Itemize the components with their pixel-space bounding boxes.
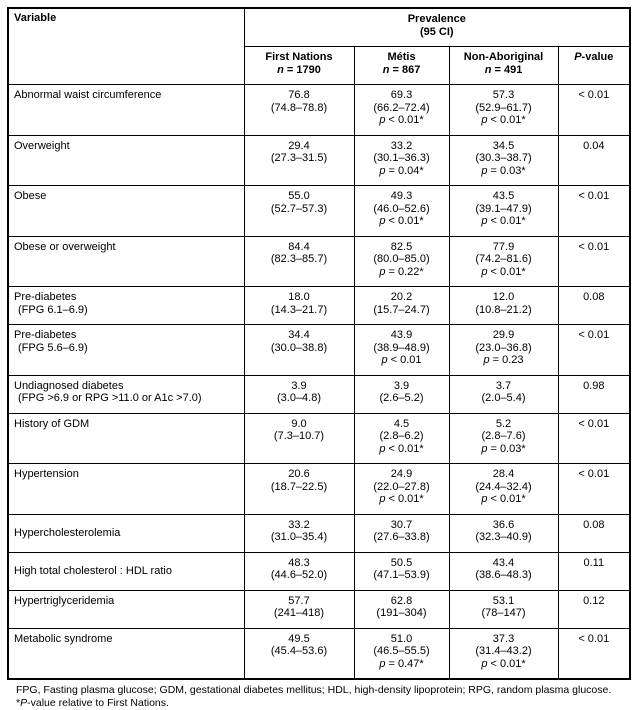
prevalence-cell: [244, 514, 354, 552]
row-p-value-cell: < 0.01: [558, 236, 630, 287]
row-p-value-cell: 0.12: [558, 590, 630, 628]
cell-p-value: p < 0.01*: [379, 442, 424, 455]
confidence-interval: (46.0–52.6): [373, 202, 430, 215]
group-n: n = 1790: [277, 64, 321, 76]
prevalence-cell: [449, 85, 558, 136]
prevalence-value: 3.7: [495, 379, 512, 392]
table-row: [8, 514, 630, 552]
confidence-interval: (30.0–38.8): [270, 341, 328, 354]
column-header-metis: [354, 47, 449, 85]
prevalence-cell: [449, 552, 558, 590]
confidence-interval: (10.8–21.2): [475, 303, 532, 316]
prevalence-cell: [449, 628, 558, 679]
prevalence-value: 49.5: [288, 632, 310, 645]
prevalence-value: 57.7: [288, 594, 310, 607]
prevalence-value: 76.8: [288, 89, 310, 101]
cell-p-value: p = 0.04*: [379, 164, 424, 177]
confidence-interval: (22.0–27.8): [373, 480, 430, 493]
prevalence-value: 49.3: [390, 190, 413, 202]
row-p-value-cell: < 0.01: [558, 186, 630, 237]
confidence-interval: (18.7–22.5): [270, 480, 328, 493]
variable-label: Hypertriglyceridemia: [14, 594, 115, 607]
prevalence-value: 51.0: [390, 632, 413, 645]
confidence-interval: (38.6–48.3): [475, 569, 532, 581]
confidence-interval: (66.2–72.4): [373, 101, 430, 114]
confidence-interval: (7.3–10.7): [273, 430, 325, 442]
prevalence-cell: [449, 514, 558, 552]
table-row: [8, 375, 630, 413]
table-row: [8, 590, 630, 628]
cell-p-value: p < 0.01*: [481, 657, 526, 670]
prevalence-cell: [354, 464, 449, 515]
row-p-value-cell: < 0.01: [558, 464, 630, 515]
prevalence-cell: [244, 325, 354, 376]
prevalence-cell: [354, 135, 449, 186]
row-p-value-cell: < 0.01: [558, 413, 630, 464]
group-n: n = 867: [382, 64, 421, 76]
row-p-value-cell: 0.08: [558, 514, 630, 552]
prevalence-cell: [354, 236, 449, 287]
table-row: [8, 135, 630, 186]
confidence-interval: (46.5–55.5): [373, 645, 430, 657]
table-body: [8, 85, 630, 680]
confidence-interval: (23.0–36.8): [475, 341, 532, 354]
confidence-interval: (31.0–35.4): [270, 531, 328, 543]
cell-p-value: p < 0.01*: [379, 114, 424, 126]
confidence-interval: (38.9–48.9): [373, 341, 430, 354]
variable-cell: [8, 325, 244, 376]
table-header: [8, 8, 630, 85]
prevalence-cell: [449, 135, 558, 186]
row-p-value-cell: < 0.01: [558, 325, 630, 376]
group-n: n = 491: [484, 64, 523, 76]
variable-cell: [8, 85, 244, 136]
prevalence-cell: [244, 186, 354, 237]
variable-label: Hypercholesterolemia: [14, 526, 121, 539]
prevalence-cell: [244, 135, 354, 186]
row-p-value-cell: 0.08: [558, 287, 630, 325]
variable-cell: [8, 552, 244, 590]
row-p-value-cell: 0.04: [558, 135, 630, 186]
prevalence-value: 29.4: [288, 139, 310, 152]
prevalence-cell: [449, 287, 558, 325]
variable-cell: [8, 413, 244, 464]
confidence-interval: (30.1–36.3): [373, 152, 430, 164]
prevalence-cell: [244, 375, 354, 413]
table-row: [8, 325, 630, 376]
variable-cell: [8, 590, 244, 628]
prevalence-value: 34.4: [288, 329, 310, 341]
variable-cell: [8, 236, 244, 287]
prevalence-value: 28.4: [492, 468, 515, 480]
table-row: [8, 628, 630, 679]
cell-p-value: p = 0.47*: [379, 657, 424, 670]
confidence-interval: (2.8–6.2): [379, 430, 424, 442]
row-p-value-cell: < 0.01: [558, 85, 630, 136]
prevalence-value: 4.5: [393, 417, 410, 430]
footnote-pvalue-note: *P-value relative to First Nations.: [16, 697, 169, 709]
variable-label: Obese or overweight: [14, 240, 116, 253]
confidence-interval: (31.4–43.2): [475, 645, 532, 657]
confidence-interval: (15.7–24.7): [373, 303, 430, 316]
prevalence-cell: [244, 236, 354, 287]
prevalence-value: 84.4: [288, 240, 310, 253]
row-p-value-cell: < 0.01: [558, 628, 630, 679]
table-row: [8, 413, 630, 464]
prevalence-value: 50.5: [390, 556, 413, 569]
prevalence-cell: [354, 186, 449, 237]
cell-p-value: p < 0.01*: [481, 493, 526, 505]
header-row-1: [8, 8, 630, 47]
prevalence-cell: [449, 464, 558, 515]
prevalence-cell: [354, 590, 449, 628]
prevalence-value: 3.9: [393, 379, 410, 392]
prevalence-value: 53.1: [492, 594, 515, 607]
prevalence-cell: [449, 375, 558, 413]
prevalence-value: 48.3: [288, 556, 310, 569]
prevalence-cell: [354, 514, 449, 552]
column-header-first-nations: [244, 47, 354, 85]
prevalence-cell: [354, 325, 449, 376]
column-header-prevalence: [244, 8, 630, 47]
cell-p-value: p = 0.22*: [379, 265, 424, 278]
variable-label: Undiagnosed diabetes: [14, 379, 124, 392]
variable-label: Overweight: [14, 139, 70, 152]
prevalence-value: 33.2: [288, 518, 310, 531]
prevalence-value: 20.2: [390, 291, 413, 303]
prevalence-value: 3.9: [291, 379, 307, 392]
variable-cell: [8, 186, 244, 237]
group-name: Métis: [387, 51, 416, 63]
confidence-interval: (80.0–85.0): [373, 253, 430, 265]
confidence-interval: (3.0–4.8): [276, 392, 322, 404]
prevalence-value: 30.7: [390, 518, 413, 531]
cell-p-value: p = 0.23: [483, 354, 524, 366]
variable-label: History of GDM: [14, 417, 90, 430]
prevalence-value: 82.5: [390, 240, 413, 253]
variable-cell: [8, 375, 244, 413]
confidence-interval: (52.7–57.3): [270, 202, 328, 215]
variable-label-line2: (FPG 6.1–6.9): [18, 303, 88, 316]
prevalence-value: 43.5: [492, 190, 515, 202]
prevalence-cell: [354, 287, 449, 325]
confidence-interval: (52.9–61.7): [475, 101, 532, 114]
cell-p-value: p = 0.03*: [481, 442, 526, 455]
confidence-interval: (44.6–52.0): [270, 569, 328, 581]
footnote-abbreviations: FPG, Fasting plasma glucose; GDM, gestational diabetes mellitus; HDL, high-density lipoprotein; RPG, random plasma glucose.: [16, 684, 612, 696]
cell-p-value: p = 0.03*: [481, 164, 526, 177]
variable-label-line2: (FPG >6.9 or RPG >11.0 or A1c >7.0): [18, 392, 202, 404]
confidence-interval: (74.8–78.8): [270, 101, 328, 114]
variable-label: Pre-diabetes: [14, 329, 77, 341]
prevalence-value: 34.5: [492, 139, 515, 152]
prevalence-value: 77.9: [492, 240, 515, 253]
cell-p-value: p < 0.01*: [481, 215, 526, 227]
variable-cell: [8, 135, 244, 186]
prevalence-value: 29.9: [492, 329, 515, 341]
prevalence-cell: [244, 85, 354, 136]
prevalence-cell: [449, 236, 558, 287]
confidence-interval: (82.3–85.7): [270, 253, 328, 265]
confidence-interval: (74.2–81.6): [475, 253, 532, 265]
prevalence-cell: [244, 413, 354, 464]
confidence-interval: (14.3–21.7): [270, 303, 328, 316]
prevalence-cell: [354, 375, 449, 413]
row-p-value-cell: 0.11: [558, 552, 630, 590]
prevalence-value: 62.8: [390, 594, 413, 607]
variable-label: Metabolic syndrome: [14, 632, 113, 645]
variable-cell: [8, 514, 244, 552]
prevalence-value: 18.0: [288, 291, 310, 303]
table-row: [8, 85, 630, 136]
confidence-interval: (30.3–38.7): [475, 152, 532, 164]
variable-label: High total cholesterol : HDL ratio: [14, 564, 172, 577]
prevalence-value: 57.3: [492, 89, 515, 101]
confidence-interval: (191–304): [376, 607, 427, 619]
table-row: [8, 464, 630, 515]
confidence-interval: (2.8–7.6): [481, 430, 526, 442]
variable-cell: [8, 628, 244, 679]
prevalence-subtitle: (95 CI): [419, 26, 454, 38]
prevalence-value: 33.2: [390, 139, 413, 152]
confidence-interval: (27.6–33.8): [373, 531, 430, 543]
prevalence-value: 43.4: [492, 556, 515, 569]
prevalence-value: 43.9: [390, 329, 413, 341]
column-header-p-value: P-value: [558, 47, 630, 85]
variable-label: Abnormal waist circumference: [14, 89, 162, 101]
confidence-interval: (47.1–53.9): [373, 569, 430, 581]
table-row: [8, 186, 630, 237]
prevalence-value: 36.6: [492, 518, 515, 531]
prevalence-value: 12.0: [492, 291, 515, 303]
prevalence-table: [7, 7, 631, 680]
confidence-interval: (241–418): [273, 607, 325, 619]
prevalence-cell: [354, 85, 449, 136]
group-name: Non-Aboriginal: [463, 51, 544, 63]
cell-p-value: p < 0.01*: [379, 215, 424, 227]
prevalence-cell: [449, 413, 558, 464]
variable-label: Hypertension: [14, 468, 79, 480]
prevalence-value: 69.3: [390, 89, 413, 101]
variable-cell: [8, 287, 244, 325]
prevalence-cell: [244, 552, 354, 590]
table-row: [8, 552, 630, 590]
group-name: First Nations: [265, 51, 333, 63]
prevalence-cell: [244, 628, 354, 679]
confidence-interval: (24.4–32.4): [475, 480, 532, 493]
prevalence-value: 9.0: [291, 417, 307, 430]
prevalence-cell: [449, 590, 558, 628]
variable-cell: [8, 464, 244, 515]
prevalence-cell: [244, 464, 354, 515]
confidence-interval: (78–147): [481, 607, 526, 619]
column-header-non-aboriginal: [449, 47, 558, 85]
table-row: [8, 287, 630, 325]
confidence-interval: (27.3–31.5): [270, 152, 328, 164]
cell-p-value: p < 0.01*: [481, 265, 526, 278]
variable-label-line2: (FPG 5.6–6.9): [18, 341, 88, 354]
prevalence-cell: [354, 552, 449, 590]
confidence-interval: (2.6–5.2): [379, 392, 424, 404]
table-row: [8, 236, 630, 287]
prevalence-cell: [449, 325, 558, 376]
cell-p-value: p < 0.01*: [379, 493, 424, 505]
cell-p-value: p < 0.01*: [481, 114, 526, 126]
cell-p-value: p < 0.01: [381, 354, 422, 366]
prevalence-cell: [354, 413, 449, 464]
prevalence-value: 20.6: [288, 468, 310, 480]
confidence-interval: (45.4–53.6): [270, 645, 328, 657]
row-p-value-cell: 0.98: [558, 375, 630, 413]
confidence-interval: (2.0–5.4): [481, 392, 526, 404]
prevalence-cell: [244, 590, 354, 628]
confidence-interval: (39.1–47.9): [475, 202, 532, 215]
prevalence-value: 24.9: [390, 468, 413, 480]
variable-label: Obese: [14, 190, 47, 202]
prevalence-value: 5.2: [495, 417, 512, 430]
variable-label: Pre-diabetes: [14, 291, 77, 303]
prevalence-cell: [354, 628, 449, 679]
confidence-interval: (32.3–40.9): [475, 531, 532, 543]
prevalence-value: 55.0: [288, 190, 310, 202]
prevalence-cell: [244, 287, 354, 325]
prevalence-cell: [449, 186, 558, 237]
column-header-variable: Variable: [8, 8, 244, 85]
prevalence-value: 37.3: [492, 632, 515, 645]
prevalence-title: Prevalence: [407, 13, 466, 25]
footnotes: [16, 684, 621, 710]
